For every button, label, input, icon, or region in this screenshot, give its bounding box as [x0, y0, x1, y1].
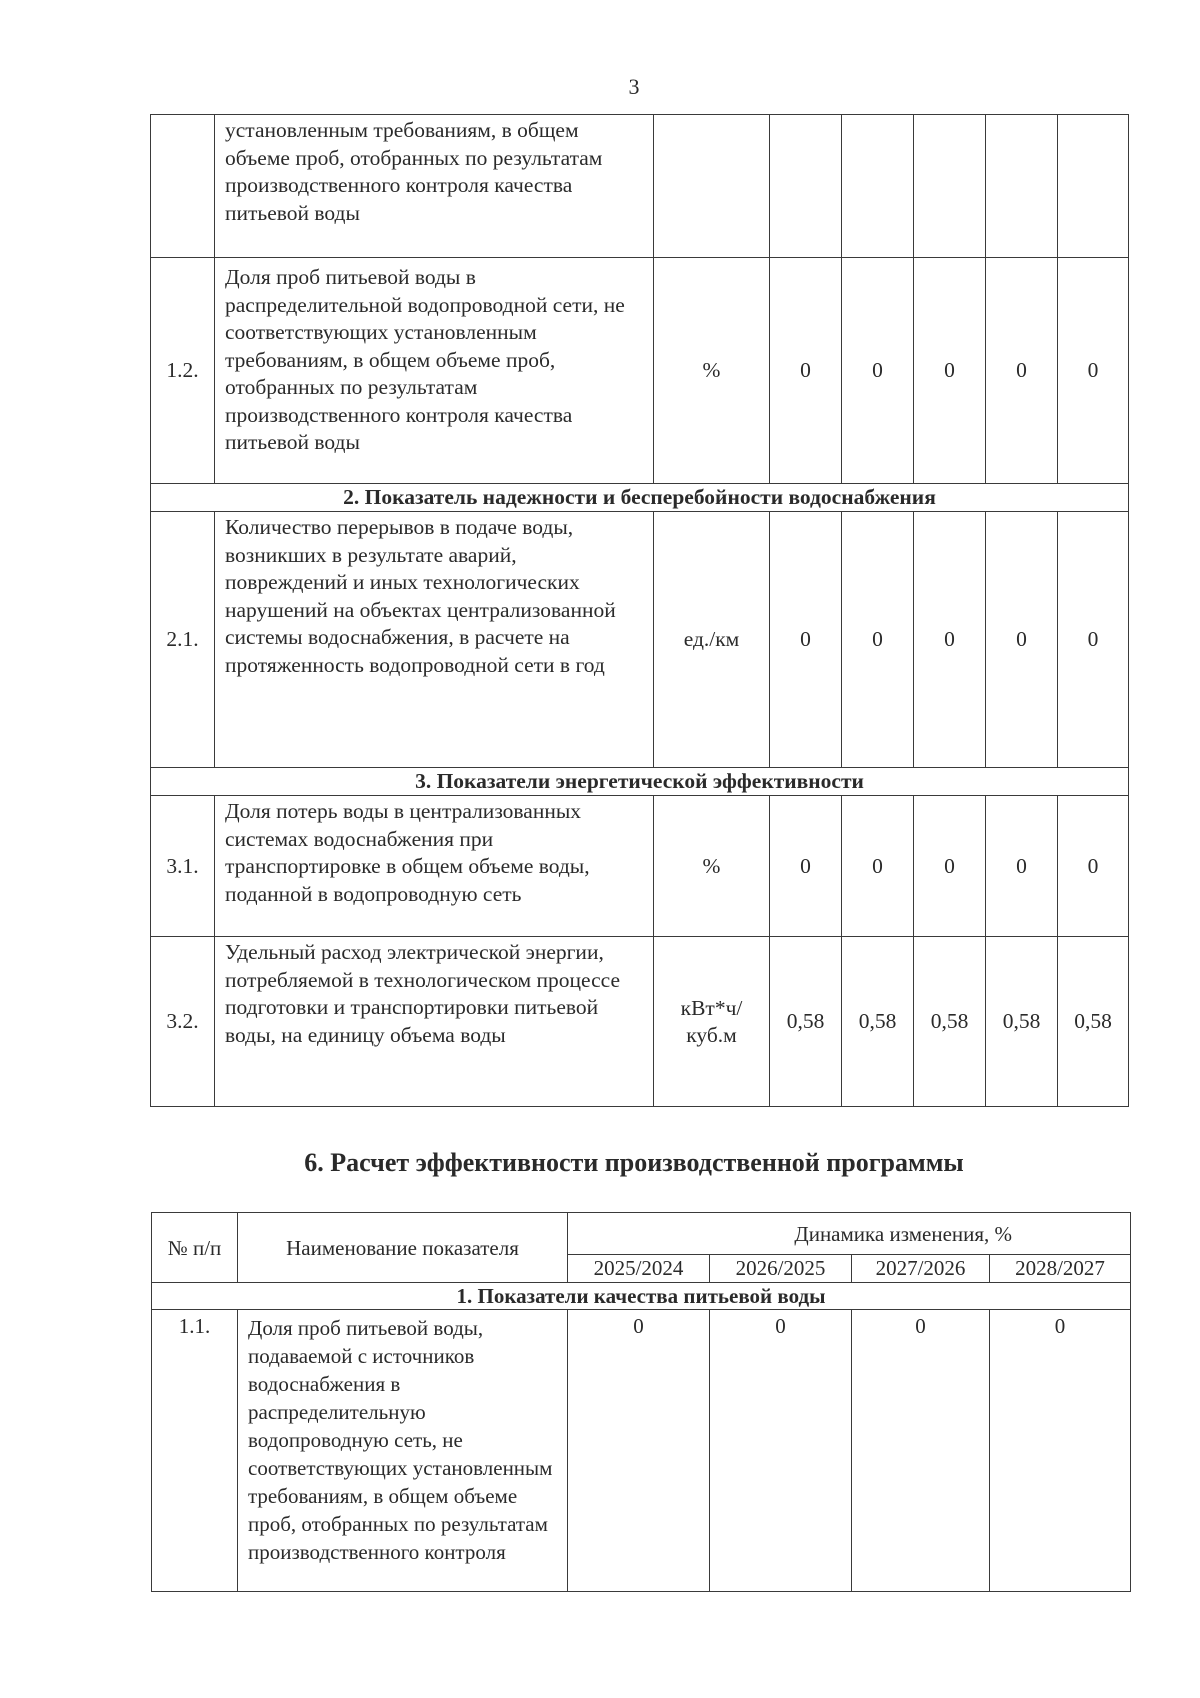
value-cell: 0: [986, 512, 1058, 768]
table-row: [151, 115, 1129, 258]
indicator-name: установленным требованиям, в общем объеме проб, отобранных по результатам производственного контроля качества питьевой воды: [215, 115, 654, 258]
row-number: 3.2.: [151, 937, 215, 1107]
value-cell: 0: [852, 1310, 990, 1592]
section-title: 6. Расчет эффективности производственной программы: [304, 1148, 964, 1177]
unit-cell: %: [654, 796, 770, 937]
header-row: [152, 1213, 1131, 1255]
section-header: 2. Показатель надежности и бесперебойности водоснабжения: [151, 484, 1129, 512]
value-cell: 0: [1058, 796, 1129, 937]
value-cell: 0: [986, 258, 1058, 484]
value-cell: [914, 115, 986, 258]
value-cell: 0: [990, 1310, 1131, 1592]
table-row: [151, 512, 1129, 768]
row-number: 1.1.: [152, 1310, 238, 1592]
value-cell: 0: [914, 796, 986, 937]
value-cell: 0,58: [914, 937, 986, 1107]
unit-cell: ед./км: [654, 512, 770, 768]
value-cell: [770, 115, 842, 258]
header-name: Наименование показателя: [238, 1213, 568, 1283]
indicator-name: Доля проб питьевой воды, подаваемой с источников водоснабжения в распределительную водопроводную сеть, не соответствующих установленным требованиям, в общем объеме проб, отобранных по результатам производственного контроля: [238, 1310, 568, 1592]
value-cell: 0,58: [842, 937, 914, 1107]
value-cell: 0: [842, 796, 914, 937]
value-cell: 0: [710, 1310, 852, 1592]
value-cell: 0: [842, 258, 914, 484]
value-cell: 0: [1058, 512, 1129, 768]
value-cell: [1058, 115, 1129, 258]
section-header: 1. Показатели качества питьевой воды: [152, 1283, 1131, 1310]
value-cell: 0,58: [986, 937, 1058, 1107]
header-year: 2028/2027: [990, 1255, 1131, 1283]
indicator-name: Количество перерывов в подаче воды, возникших в результате аварий, повреждений и иных технологических нарушений на объектах централизованной системы водоснабжения, в расчете на протяженность водопроводной сети в год: [215, 512, 654, 768]
value-cell: 0: [914, 258, 986, 484]
efficiency-table: [151, 1212, 1131, 1592]
value-cell: 0: [770, 796, 842, 937]
unit-cell: [654, 115, 770, 258]
header-year: 2027/2026: [852, 1255, 990, 1283]
row-number: 3.1.: [151, 796, 215, 937]
value-cell: 0,58: [1058, 937, 1129, 1107]
value-cell: [986, 115, 1058, 258]
page-number: 3: [628, 74, 640, 99]
value-cell: 0: [1058, 258, 1129, 484]
value-cell: 0: [770, 512, 842, 768]
unit-line: куб.м: [686, 1022, 737, 1047]
section-header-row: [152, 1283, 1131, 1310]
indicator-name: Доля потерь воды в централизованных системах водоснабжения при транспортировке в общем объеме воды, поданной в водопроводную сеть: [215, 796, 654, 937]
header-year: 2026/2025: [710, 1255, 852, 1283]
value-cell: 0: [914, 512, 986, 768]
row-number: 1.2.: [151, 258, 215, 484]
table-row: [151, 796, 1129, 937]
table-row: [151, 258, 1129, 484]
table-row: [151, 937, 1129, 1107]
section-header-row: [151, 768, 1129, 796]
row-number: 2.1.: [151, 512, 215, 768]
value-cell: 0,58: [770, 937, 842, 1107]
value-cell: 0: [568, 1310, 710, 1592]
value-cell: 0: [842, 512, 914, 768]
section-header: 3. Показатели энергетической эффективности: [151, 768, 1129, 796]
unit-cell: %: [654, 258, 770, 484]
indicator-name: Доля проб питьевой воды в распределительной водопроводной сети, не соответствующих установленным требованиям, в общем объеме проб, отобранных по результатам производственного контроля качества питьевой воды: [215, 258, 654, 484]
indicators-table: [150, 114, 1129, 1107]
value-cell: [842, 115, 914, 258]
unit-cell: [654, 937, 770, 1107]
table-row: [152, 1310, 1131, 1592]
unit-line: кВт*ч/: [680, 995, 743, 1020]
section-header-row: [151, 484, 1129, 512]
value-cell: 0: [986, 796, 1058, 937]
header-year: 2025/2024: [568, 1255, 710, 1283]
header-num: № п/п: [152, 1213, 238, 1283]
row-number: [151, 115, 215, 258]
indicator-name: Удельный расход электрической энергии, потребляемой в технологическом процессе подготовки и транспортировки питьевой воды, на единицу объема воды: [215, 937, 654, 1107]
header-dynamics: Динамика изменения, %: [568, 1213, 1131, 1255]
value-cell: 0: [770, 258, 842, 484]
